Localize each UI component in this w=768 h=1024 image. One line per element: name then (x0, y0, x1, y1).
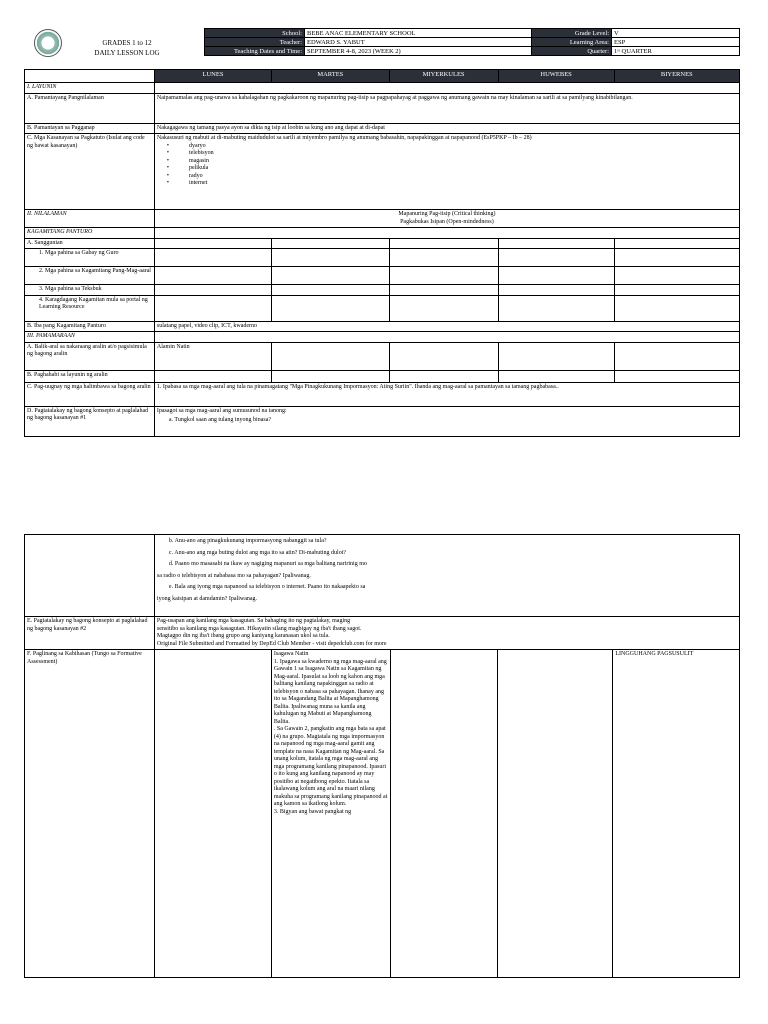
p-d-question-a: a. Tungkol saan ang tulang inyong binasa? (168, 417, 272, 423)
cell (390, 650, 497, 978)
p-d-value: Ipasagot sa mga mag-aaral ang sumusunod na tanong: (156, 407, 287, 414)
e-value-1: Pag-usapan ang kanilang mga kasagutan. Sa bahaging ito ng pagtalakay, maging (156, 618, 351, 624)
day-header-row (25, 70, 740, 83)
row-iba-pang-kagamitan (25, 321, 740, 332)
e-value-3: Magtagpo din ng iba't ibang grupo ang kaniyang karanasan ukol sa tula. (156, 633, 330, 639)
c-bullet: • dyaryo (167, 143, 737, 151)
row-pamantayan-pagganap (25, 123, 740, 134)
p-a-label: A. Balik-aral sa nakaraang aralin at/o pagsisimula ng bagong aralin (25, 342, 155, 370)
sang1-label: 1. Mga pahina sa Gabay ng Guro (25, 249, 155, 267)
cell (272, 370, 390, 382)
nilalaman-value-1: Mapanuring Pag-iisip (Critical thinking) (398, 211, 496, 217)
p-d-cell (154, 406, 739, 436)
cell (614, 370, 739, 382)
row-pag-uugnay (25, 382, 740, 406)
pamamaraan-span (154, 332, 739, 343)
b-value: Nakagagawa ng tamang pasya ayon sa dikta ng isip at loobin sa kung ano ang dapat at di-dapat (154, 123, 739, 134)
question-e-cont: iyong kaisipan at damdamin? Ipaliwanag. (156, 595, 258, 602)
c-bullet: • pelikula (167, 165, 737, 173)
sang4-label: 4. Karagdagang Kagamitan mula sa portal ng Learning Resource (25, 295, 155, 321)
cell (498, 267, 614, 285)
cell (614, 295, 739, 321)
row-paghahabi (25, 370, 740, 382)
cell (498, 650, 613, 978)
kagamitan-span (154, 228, 739, 239)
cell (154, 285, 271, 296)
cell (272, 342, 390, 370)
cell (498, 342, 614, 370)
dates-value: SEPTEMBER 4-8, 2023 (WEEK 2) (305, 47, 532, 56)
cell (154, 295, 271, 321)
e-cell (154, 617, 739, 650)
f-value-friday: LINGGUHANG PAGSUSULIT (613, 650, 740, 978)
lesson-grid (24, 69, 740, 437)
day-wednesday: MIYERKULES (389, 70, 498, 83)
row-gabay-guro (25, 249, 740, 267)
p-a-value: Alamin Natin (154, 342, 271, 370)
cell (389, 267, 498, 285)
cell (389, 342, 498, 370)
p-c-value: 1. Ipabasa sa mga mag-aaral ang tula na pinamagatang "Mga Pinagkukunang Impormasyon: Ating Suriin". Ihanda ang mag-aaral sa pamantayan sa tamang pagbabasa.. (154, 382, 739, 406)
questions-cell (154, 535, 739, 617)
cell (389, 370, 498, 382)
layunin-span (154, 83, 739, 94)
blank-cell (25, 70, 155, 83)
cell (614, 285, 739, 296)
grade-label: Grade Level: (532, 29, 612, 38)
row-learning-resource (25, 295, 740, 321)
cell (154, 370, 271, 382)
cell (272, 249, 390, 267)
row-teksbuk (25, 285, 740, 296)
cell (389, 285, 498, 296)
e-label: E. Pagtatalakay ng bagong konsepto at paglalahad ng bagong kasanayan #2 (25, 617, 155, 650)
e-value-4: Original File Submitted and Formatted by DepEd Club Member - visit depedclub.com for more (156, 640, 387, 647)
day-friday: BIYERNES (614, 70, 739, 83)
c-cell (154, 134, 739, 210)
nilalaman-cell (154, 210, 739, 228)
area-value: ESP (612, 38, 740, 47)
cell (498, 295, 614, 321)
p-c-label: C. Pag-uugnay ng mga halimbawa sa bagong aralin (25, 382, 155, 406)
b2-label: B. Iba pang Kagamitang Panturo (25, 321, 155, 332)
cell (498, 238, 614, 249)
layunin-heading: I. LAYUNIN (25, 83, 155, 94)
log-title (72, 38, 182, 58)
quarter-value: 1ˢᵗ QUARTER (612, 47, 740, 56)
nilalaman-value-2: Pagkabukas Isipan (Open-mindedness) (400, 218, 494, 225)
header (24, 28, 740, 62)
a-value: Naipamamalas ang pag-unawa sa kahalagahan ng pagkakaroon ng mapanuring pag-iisip sa pagpapahayag at paggawa ng anumang gawain na may kinalaman sa sarili at sa pamilyang kinabibilangan. (154, 93, 739, 123)
cell (498, 370, 614, 382)
page-1 (0, 0, 768, 470)
cell (25, 535, 155, 617)
header-info-table (204, 28, 740, 56)
title-line-1: GRADES 1 to 12 (102, 39, 152, 47)
row-kagamitang-pang-mag-aaral (25, 267, 740, 285)
row-nilalaman (25, 210, 740, 228)
school-label: School: (205, 29, 305, 38)
cell (498, 249, 614, 267)
sang2-label: 2. Mga pahina sa Kagamitang Pang-Mag-aaral (25, 267, 155, 285)
p-b-label: B. Paghahabi sa layunin ng aralin (25, 370, 155, 382)
sanggunian-label: A. Sanggunian (25, 238, 155, 249)
cell (154, 650, 271, 978)
c-label: C. Mga Kasanayan sa Pagkatuto (Isulat ang code ng bawat kasanayan) (25, 134, 155, 210)
cell (614, 249, 739, 267)
row-layunin (25, 83, 740, 94)
day-tuesday: MARTES (272, 70, 390, 83)
grade-value: V (612, 29, 740, 38)
pamamaraan-heading: III. PAMAMARAAN (25, 332, 155, 343)
page-2 (0, 518, 768, 1008)
cell (498, 285, 614, 296)
question-c: c. Anu-ano ang mga buting dulot ang mga ito sa atin? Di-mabuting dulot? (168, 549, 347, 556)
cell (272, 267, 390, 285)
row-kagamitan (25, 228, 740, 239)
nilalaman-heading: II. NILALAMAN (25, 210, 155, 228)
question-d: d. Paano mo masasabi na ikaw ay nagiging mapanuri sa mga balitang naririnig mo (168, 561, 367, 567)
e-value-2: sensitibo sa kanilang mga kasagutan. Hikayatin silang magbigay ng iba't ibang sagot. (156, 625, 362, 632)
cell (154, 238, 271, 249)
teacher-label: Teacher: (205, 38, 305, 47)
b-label: B. Pamantayan sa Pagganap (25, 123, 155, 134)
row-pagtatalakay-1-cont (25, 535, 740, 617)
cell (272, 238, 390, 249)
c-bullet: • internet (167, 180, 737, 188)
p-d-label: D. Pagtatalakay ng bagong konsepto at paglalahad ng bagong kasanayan #1 (25, 406, 155, 436)
title-line-2: DAILY LESSON LOG (94, 49, 160, 57)
day-monday: LUNES (154, 70, 271, 83)
cell (154, 249, 271, 267)
f-value-tuesday: Isagawa Natin 1. Ipagawa sa kwaderno ng mga mag-aaral ang Gawain 1 sa Isagawa Natin sa Kagamitan ng Mag-aaral. Ipasulat sa loob ng kahon ang mga balitang kanilang napakinggan sa radio at telebisyon o nabasa sa pahayagan. Ihanay ang ito sa Magandang Balita at Mapanghamong Balita. Ipaliwanag muna sa kanila ang kahulugan ng Mabuti at Mapanghamong Balita. . Sa Gawain 2, pangkatin ang mga bata sa apat (4) na grupo. Magtatala ng mga impormasyon na napanood ng mga mag-aaral gamit ang template na nasa Kagamitan ng Mag-aaral. Sa unang kolum, itatala ng mga mag-aaral ang mga programang kanilang pinapanood. Ipasuri o ito kung ang kanilang napanood ay may positibo at negatibong epekto. Itatala sa ikalawang kolum ang aral na maari nilang makuha sa programang kanilang pinapanood at ang kamon sa ikatlong kolum. 3. Bigyan ang bawat pangkat ng (271, 650, 390, 978)
question-b: b. Anu-ano ang pinagkukunang impormasyong nabanggit sa tula? (168, 538, 327, 544)
area-label: Learning Area: (532, 38, 612, 47)
quarter-label: Quarter: (532, 47, 612, 56)
row-balik-aral (25, 342, 740, 370)
row-pamamaraan (25, 332, 740, 343)
cell (272, 295, 390, 321)
c-bullet: • telebisyon (167, 150, 737, 158)
cell (389, 238, 498, 249)
c-value: Nakasusuri ng mabuti at di-mabuting maidudulot sa sarili at miyembro pamilya ng anumang babasahin, napapakinggan at napapanood (EsP5PKP – Ib – 28) (156, 135, 532, 141)
a-label: A. Pamantayang Pangnilalaman (25, 93, 155, 123)
cell (389, 295, 498, 321)
cell (154, 267, 271, 285)
f-label: F. Paglinang sa Kabihasan (Tungo sa Formative Assessment) (25, 650, 155, 978)
b2-value: sulatang papel, video clip, ICT, kwaderno (154, 321, 739, 332)
school-value: BEBE ANAC ELEMENTARY SCHOOL (305, 29, 532, 38)
cell (272, 285, 390, 296)
kagamitan-heading: KAGAMITANG PANTURO (25, 228, 155, 239)
row-pamantayang-pangnilalaman (25, 93, 740, 123)
row-paglinang (25, 650, 740, 978)
row-sanggunian (25, 238, 740, 249)
cell (389, 249, 498, 267)
cell (614, 342, 739, 370)
deped-seal-icon (34, 29, 62, 57)
row-pagtatalakay-1 (25, 406, 740, 436)
c-bullet-list (157, 143, 737, 188)
cell (614, 267, 739, 285)
teacher-value: EDWARD S. YABUT (305, 38, 532, 47)
c-bullet: • radyo (167, 173, 737, 181)
sang3-label: 3. Mga pahina sa Teksbuk (25, 285, 155, 296)
dates-label: Teaching Dates and Time: (205, 47, 305, 56)
c-bullet: • magasin (167, 158, 737, 166)
day-thursday: HUWEBES (498, 70, 614, 83)
row-pagtatalakay-2 (25, 617, 740, 650)
lesson-grid-continued (24, 534, 740, 978)
row-kasanayan (25, 134, 740, 210)
question-d-cont: sa radio o telebisyon at nababasa mo sa pahayagan? Ipaliwanag. (156, 572, 311, 579)
question-e: e. Bala ang iyong mga napanood sa telebisyon o internet. Paano ito nakaapekto sa (168, 584, 366, 590)
cell (614, 238, 739, 249)
